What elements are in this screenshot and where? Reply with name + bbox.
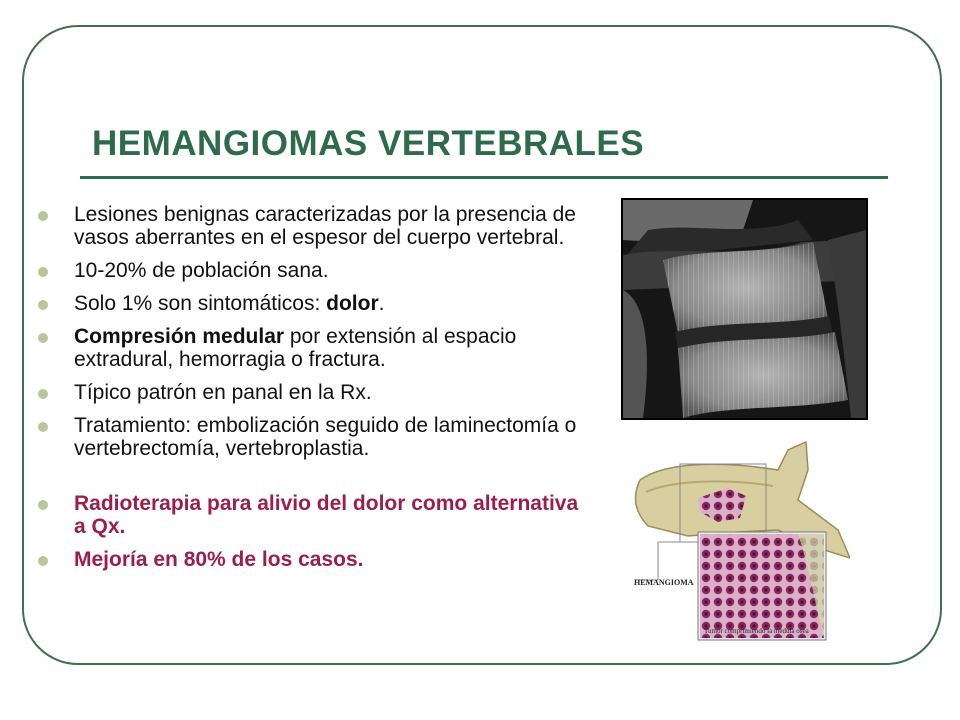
bullet-text: Mejoría en 80% de los casos. [74,548,364,571]
bullet-text: Radioterapia para alivio del dolor como alternativa a Qx. [74,492,579,538]
bullet-text: por extensión al espacio extradural, hemorragia o fractura. [74,325,517,371]
bullet-item [38,492,583,538]
bullet-item [38,203,583,249]
bullet-item [38,548,583,571]
illustration-caption: Tumor comprimiendo la medula osea [704,627,809,635]
bullet-item [38,292,583,315]
bullet-dot-icon [38,500,48,510]
bullet-text: 10-20% de población sana. [74,259,329,282]
hemangioma-label: HEMANGIOMA [634,578,694,587]
bullet-text: Solo 1% son sintomáticos: [74,292,327,315]
hemangioma-illustration [628,440,850,642]
bullet-dot-icon [38,267,48,277]
bullet-text: Tratamiento: embolización seguido de laminectomía o vertebrectomía, vertebroplastia. [74,414,577,460]
bullet-item [38,259,583,282]
bullet-item [38,381,583,404]
bullet-dot-icon [38,211,48,221]
bullet-text: Típico patrón en panal en la Rx. [74,381,372,404]
bullet-text: . [378,292,385,315]
bullet-text: Compresión medular [74,325,285,348]
bullet-dot-icon [38,300,48,310]
bullet-dot-icon [38,389,48,399]
bullet-dot-icon [38,422,48,432]
bullet-item [38,325,583,371]
title-underline [80,176,888,179]
bullet-dot-icon [38,556,48,566]
bullet-text: Lesiones benignas caracterizadas por la presencia de vasos aberrantes en el espesor del cuerpo vertebral. [74,203,576,249]
bullet-list [38,203,583,571]
bullet-dot-icon [38,333,48,343]
bullet-text: dolor [326,292,379,315]
bullet-item [38,414,583,460]
slide-title: HEMANGIOMAS VERTEBRALES [92,124,645,163]
xray-image [621,198,868,420]
